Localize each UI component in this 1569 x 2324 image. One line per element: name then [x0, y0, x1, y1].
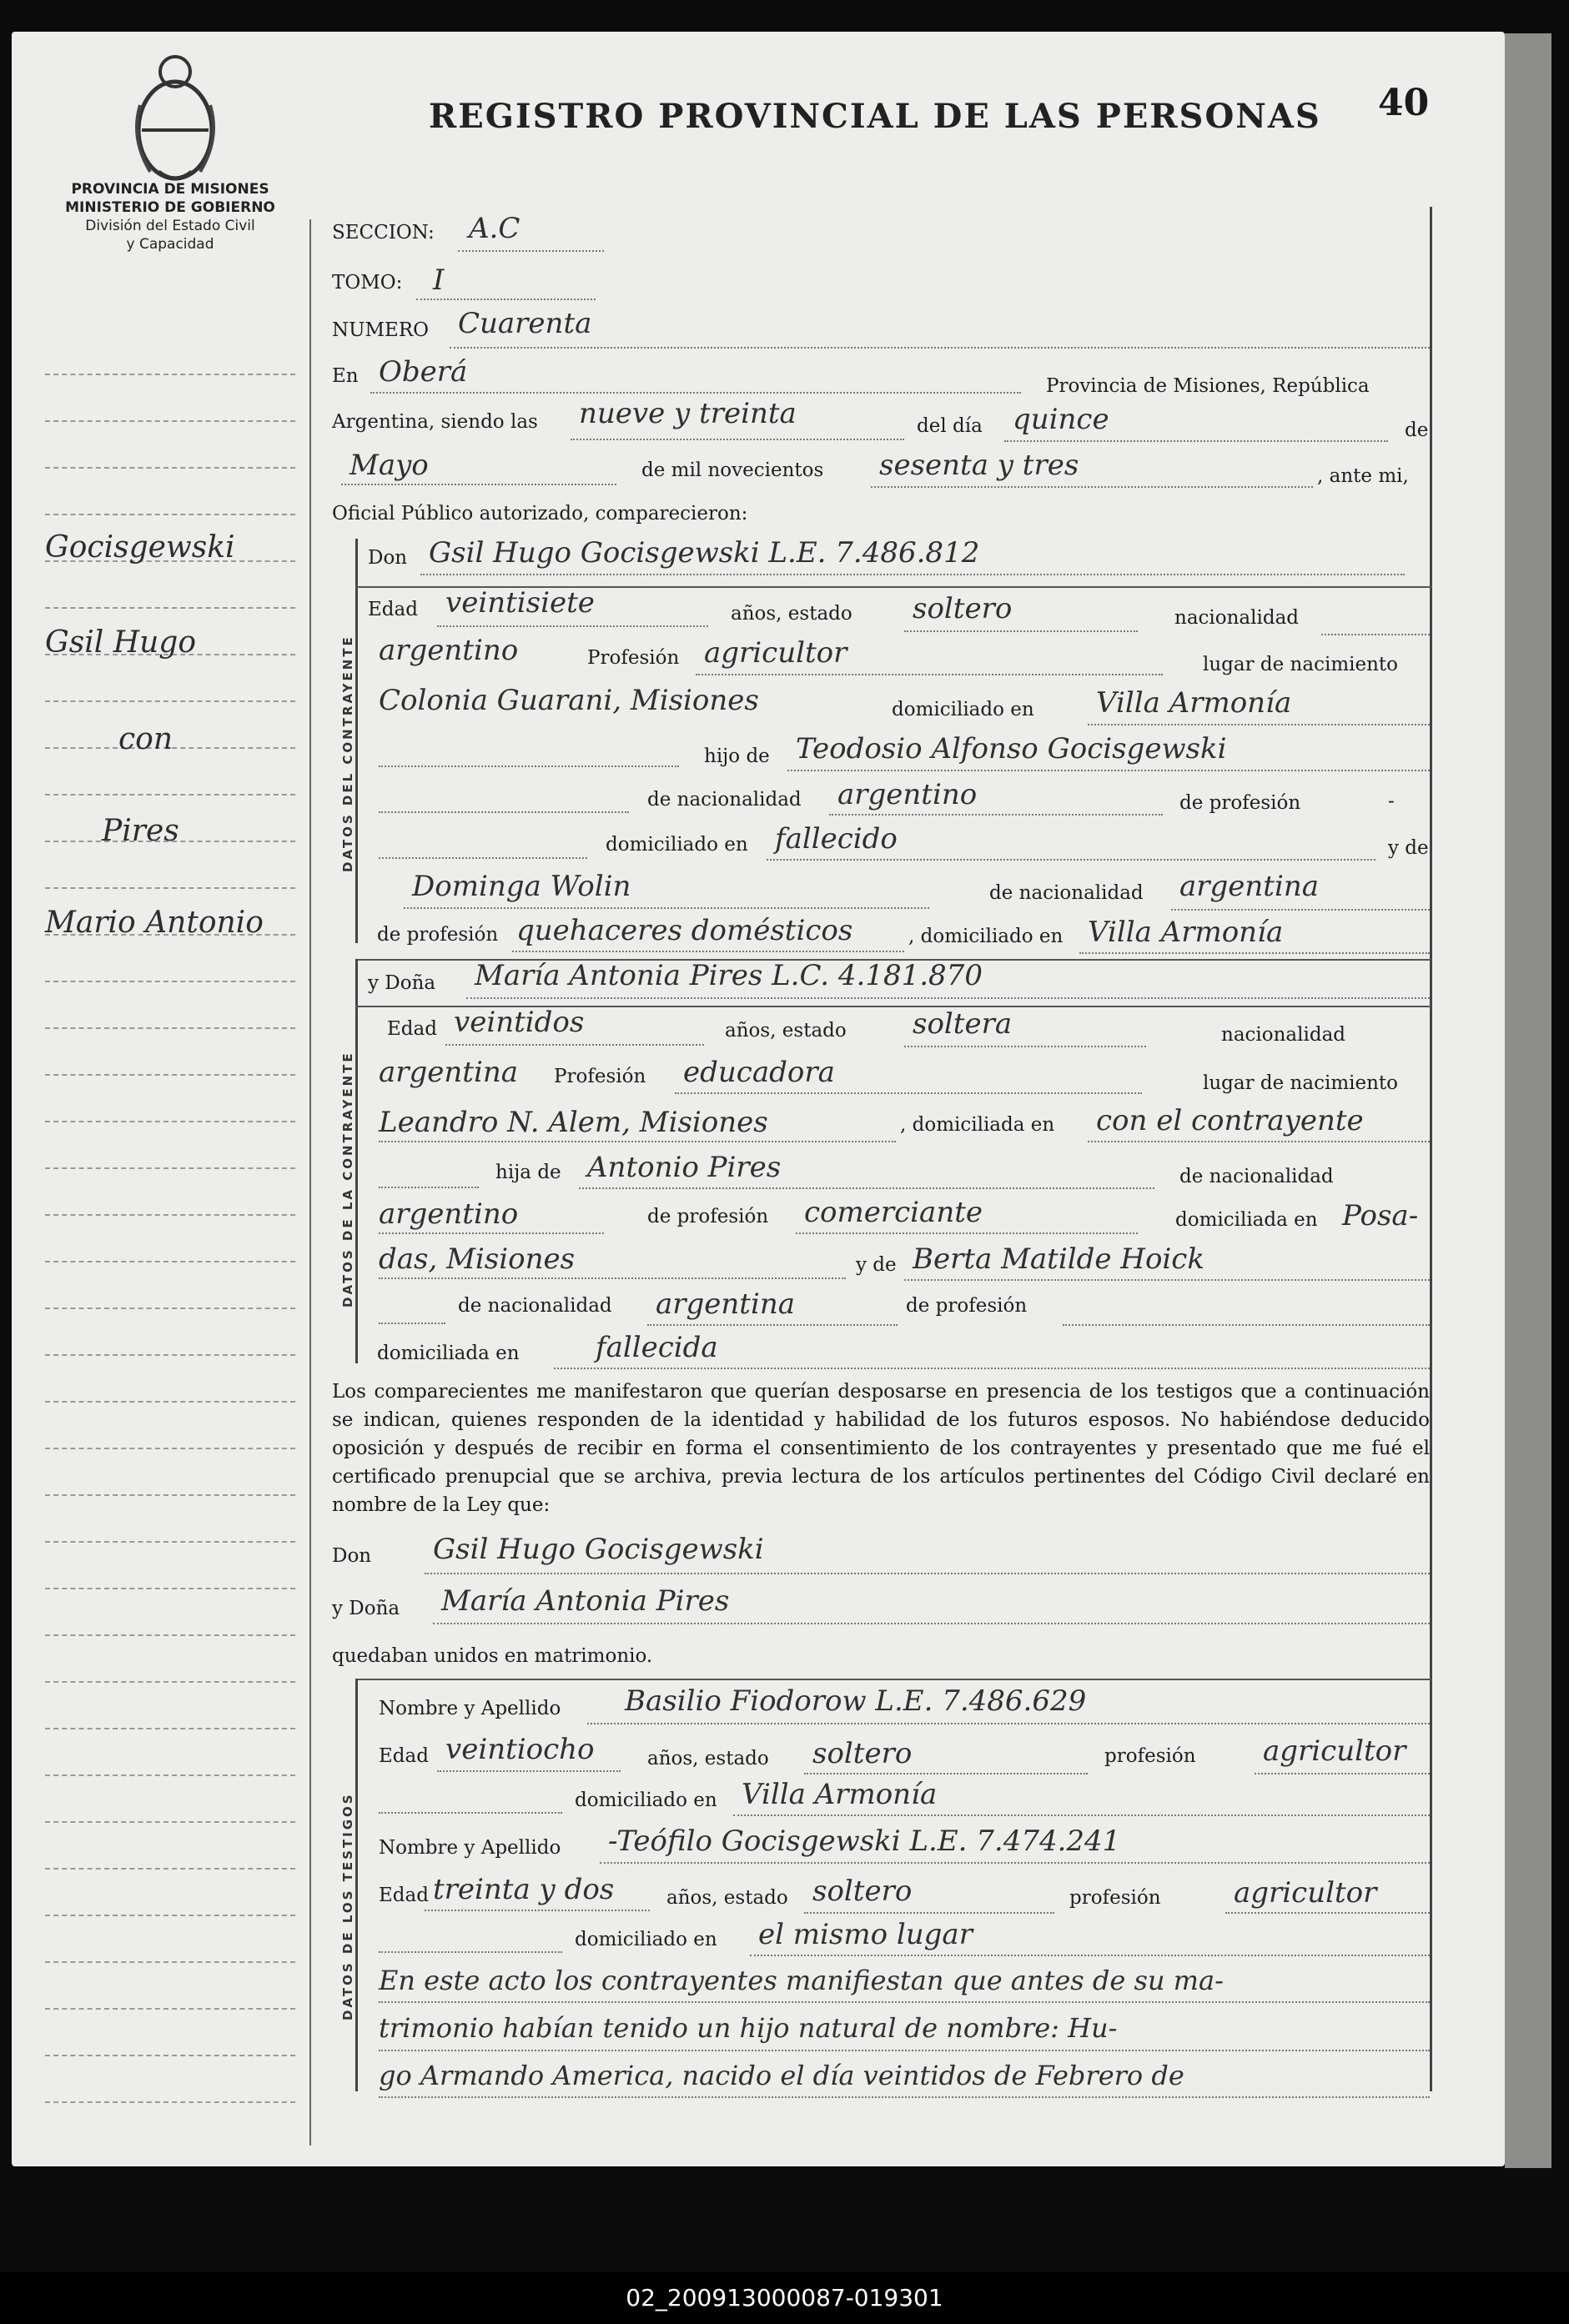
tomo-label: TOMO:: [332, 272, 403, 294]
margin-rule-line: [45, 794, 295, 796]
margin-rule-line: [45, 1448, 295, 1449]
margin-rule-line: [45, 1915, 295, 1916]
witness2-profession: agricultor: [1234, 1876, 1377, 1910]
declaration-text: Los comparecientes me manifestaron que querían desposarse en presencia de los testigos que a continuación se indican, quienes responden de la identidad y habilidad de los futuros esposos. No habiéndose deducido oposición y después de recibir en forma el consentimiento de los contrayentes y presentado que me fué el certificado prenupcial que se archiva, previa lectura de los artículos pertinentes del Código Civil declaré en nombre de la Ley que:: [332, 1381, 1430, 1516]
bride-father-profession: comerciante: [804, 1196, 983, 1229]
bride-mother: Berta Matilde Hoick: [913, 1242, 1204, 1276]
margin-rule-line: [45, 981, 295, 982]
numero-label: NUMERO: [332, 319, 430, 341]
groom-status: soltero: [913, 592, 1013, 625]
groom-profession: agricultor: [704, 636, 847, 670]
witness1-age: veintiocho: [445, 1733, 595, 1766]
margin-divider: [309, 219, 311, 2146]
groom-age: veintisiete: [445, 586, 595, 620]
page-edge: [1505, 33, 1551, 2168]
groom-mother: Dominga Wolin: [412, 870, 631, 903]
bride-father-nationality: argentino: [379, 1197, 519, 1231]
margin-rule-line: [45, 1728, 295, 1729]
margin-rule-line: [45, 1027, 295, 1029]
groom-father-nationality: argentino: [837, 778, 978, 811]
groom-mother-address: Villa Armonía: [1088, 916, 1284, 949]
en-label: En: [332, 365, 359, 387]
margin-rule-line: [45, 887, 295, 889]
bride-father: Antonio Pires: [587, 1151, 782, 1184]
margin-rule-line: [45, 420, 295, 422]
margin-rule-line: [45, 514, 295, 515]
bride-profession: educadora: [683, 1056, 835, 1089]
coat-of-arms-icon: [125, 47, 225, 188]
bride-age: veintidos: [454, 1006, 585, 1039]
numero-value: Cuarenta: [458, 307, 592, 340]
bride-status: soltera: [913, 1007, 1013, 1041]
groom-birthplace: Colonia Guarani, Misiones: [379, 684, 759, 717]
margin-rule-line: [45, 2008, 295, 2010]
dia-value: quince: [1013, 403, 1109, 436]
groom-father-profession: -: [1388, 791, 1395, 812]
margin-rule-line: [45, 1588, 295, 1589]
closing-text: quedaban unidos en matrimonio.: [332, 1645, 653, 1667]
note-line-3: go Armando America, nacido el día veintidos de Febrero de: [379, 2060, 1184, 2091]
page-number: 40: [1378, 82, 1430, 124]
witness1-address: Villa Armonía: [742, 1778, 938, 1811]
margin-rule-line: [45, 1681, 295, 1683]
bride-address: con el contrayente: [1096, 1104, 1364, 1137]
margin-note: con: [118, 722, 173, 756]
form-right-border: [1430, 207, 1432, 2091]
bride-mother-address: fallecida: [596, 1331, 718, 1364]
note-line-1: En este acto los contrayentes manifiestan que antes de su ma-: [379, 1965, 1224, 1996]
margin-rule-line: [45, 1868, 295, 1870]
groom-address: Villa Armonía: [1096, 686, 1292, 720]
margin-note: Mario Antonio: [45, 906, 264, 940]
argentina-label: Argentina, siendo las: [332, 411, 538, 433]
margin-rule-line: [45, 1214, 295, 1216]
margin-rule-line: [45, 607, 295, 609]
margin-rule-line: [45, 1401, 295, 1403]
groom-father: Teodosio Alfonso Gocisgewski: [796, 732, 1227, 765]
bride-mother-nationality: argentina: [656, 1287, 796, 1321]
margin-rule-line: [45, 1354, 295, 1356]
en-value: Oberá: [379, 355, 468, 389]
witness1-name: Basilio Fiodorow L.E. 7.486.629: [625, 1684, 1087, 1718]
margin-rule-line: [45, 2101, 295, 2103]
margin-rule-line: [45, 1774, 295, 1776]
oficial-text: Oficial Público autorizado, comparecieron:: [332, 503, 748, 525]
groom-name: Gsil Hugo Gocisgewski L.E. 7.486.812: [429, 536, 980, 570]
de-label: de: [1405, 419, 1429, 441]
seccion-value: A.C: [469, 212, 520, 245]
bride-father-address: Posa-: [1342, 1199, 1419, 1232]
contrayenta-side-label: DATOS DE LA CONTRAYENTE: [340, 1051, 355, 1308]
margin-rule-line: [45, 374, 295, 375]
ante-mi: , ante mi,: [1317, 465, 1409, 487]
margin-rule-line: [45, 1308, 295, 1309]
mes-value: Mayo: [350, 449, 429, 482]
hora-value: nueve y treinta: [579, 397, 797, 430]
witness2-address: el mismo lugar: [758, 1918, 973, 1951]
page-title: REGISTRO PROVINCIAL DE LAS PERSONAS: [429, 97, 1321, 136]
testigos-side-label: DATOS DE LOS TESTIGOS: [340, 1792, 355, 2020]
del-dia-label: del día: [917, 415, 983, 437]
margin-rule-line: [45, 1821, 295, 1823]
note-line-2: trimonio habían tenido un hijo natural de nombre: Hu-: [379, 2012, 1118, 2044]
seccion-label: SECCION:: [332, 222, 435, 243]
margin-note: Gsil Hugo: [45, 625, 197, 660]
groom-nationality: argentino: [379, 634, 519, 667]
declared-bride: María Antonia Pires: [441, 1584, 730, 1618]
margin-rule-line: [45, 1961, 295, 1963]
witness2-status: soltero: [812, 1875, 913, 1908]
margin-note: Pires: [102, 814, 179, 848]
groom-mother-nationality: argentina: [1179, 870, 1320, 903]
declared-groom: Gsil Hugo Gocisgewski: [433, 1533, 764, 1566]
witness2-age: treinta y dos: [433, 1873, 615, 1906]
margin-rule-line: [45, 1494, 295, 1496]
contrayente-side-label: DATOS DEL CONTRAYENTE: [340, 635, 355, 872]
tomo-value: I: [433, 264, 445, 297]
witness1-profession: agricultor: [1263, 1734, 1406, 1768]
witness1-status: soltero: [812, 1737, 913, 1770]
bride-father-address-cont: das, Misiones: [379, 1242, 576, 1276]
groom-father-address: fallecido: [775, 822, 898, 856]
register-page: REGISTRO PROVINCIAL DE LAS PERSONAS 40 PROVINCIA DE MISIONES MINISTERIO DE GOBIERNO División del Estado Civil y Capacidad Gocisgewski Gsil Hugo con Pires Mario Antonio SECCION: A.C TOMO: I NUMERO Cuarenta En Oberá Provincia de Misiones, República Argentina, siendo las nueve y treinta del día quince de Mayo de mil novecientos sesenta y tres , ante mi, Oficial Público autorizado, comparecieron: DATOS DEL CONTRAYENTE Don Gsil Hugo Gocisgewski L.E. 7.486.812 Edad veintisiete años, estado soltero nacionalidad argentino Profesión agricultor lugar de nacimiento Colonia Guarani, Misiones domiciliado en Villa Armonía hijo de Teodosio Alfonso Gocisgewski de nacionalidad argentino de profesión - domiciliado en fallecido y de Dominga Wolin de nacionalidad argentina de profesión quehaceres domésticos , domiciliado en Villa Armonía DATOS DE LA CONTRAYENTE y Doña María Antonia Pires L.C. 4.181.870 Edad veintidos años, estado soltera nacionalidad argentina Profesión educadora lugar de nacimiento Leandro N. Alem, Misiones , domiciliada en con el contrayente hija de Antonio Pires de nacionalidad argentino de profesión comerciante domiciliada en Posa- das, Misiones y de Berta Matilde Hoick de nacionalidad argentina de profesión domiciliada en fallecida Los comparecientes me manifestaron que querían desposarse en presencia de los testigos que a continuación se indican, quienes responden de la identidad y habilidad de los futuros esposos. No habiéndose deducido oposición y después de recibir en forma el consentimiento de los contrayentes y presentado que me fué el certificado prenupcial que se archiva, previa lectura de los artículos pertinentes del Código Civil declaré en nombre de la Ley que: Don Gsil Hugo Gocisgewski y Doña María Antonia Pires quedaban unidos en matrimonio. DATOS DE LOS TESTIGOS Nombre y Apellido Basilio Fiodorow L.E. 7.486.629 Edad veintiocho años, estado soltero profesión agricultor domiciliado en Villa Armonía Nombre y Apellido -Teófilo Gocisgewski L.E. 7.474.241 Edad treinta y dos años, estado soltero profesión agricultor domiciliado en el mismo lugar En este acto los contrayentes manifiestan que antes de su ma- trimonio habían tenido un hijo natural de nombre: Hu- go Armando America, nacido el día veintidos de Febrero de: [12, 32, 1505, 2166]
groom-mother-profession: quehaceres domésticos: [516, 914, 853, 947]
margin-rule-line: [45, 1541, 295, 1543]
margin-rule-line: [45, 2055, 295, 2056]
witness2-name: -Teófilo Gocisgewski L.E. 7.474.241: [608, 1825, 1121, 1858]
bride-name: María Antonia Pires L.C. 4.181.870: [475, 959, 983, 992]
margin-rule-line: [45, 1121, 295, 1122]
file-id: 02_200913000087-019301: [626, 2284, 943, 2311]
anio-value: sesenta y tres: [879, 449, 1079, 482]
mil-label: de mil novecientos: [641, 459, 824, 481]
provincia-text: Provincia de Misiones, República: [1046, 375, 1370, 397]
margin-rule-line: [45, 1074, 295, 1076]
file-id-bar: [0, 2272, 1569, 2324]
issuing-authority: PROVINCIA DE MISIONES MINISTERIO DE GOBIERNO División del Estado Civil y Capacidad: [65, 181, 275, 253]
bride-birthplace: Leandro N. Alem, Misiones: [379, 1106, 768, 1139]
bride-nationality: argentina: [379, 1056, 519, 1089]
margin-rule-line: [45, 1261, 295, 1262]
margin-rule-line: [45, 467, 295, 469]
margin-rule-line: [45, 1167, 295, 1169]
margin-note: Gocisgewski: [45, 530, 235, 565]
margin-rule-line: [45, 1634, 295, 1636]
margin-rule-line: [45, 700, 295, 702]
